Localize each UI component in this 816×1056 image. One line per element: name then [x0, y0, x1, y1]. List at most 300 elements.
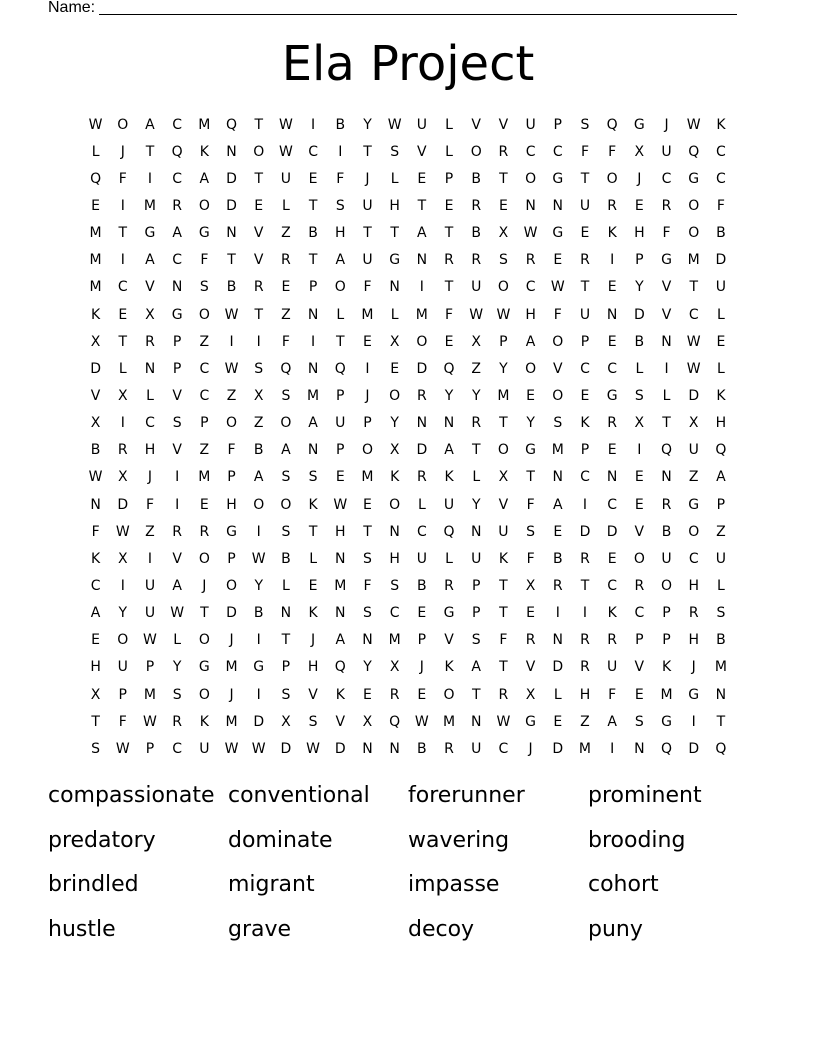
grid-letter: T [662, 415, 671, 432]
grid-letter: Y [471, 496, 481, 513]
grid-letter: Y [526, 415, 535, 432]
grid-letter: R [580, 550, 590, 567]
grid-letter: M [225, 713, 238, 730]
grid-letter: L [336, 306, 345, 323]
grid-letter: A [552, 496, 563, 513]
grid-letter: M [89, 225, 102, 242]
grid-letter: Y [444, 387, 454, 404]
grid-letter: Q [715, 442, 727, 459]
grid-letter: Q [688, 143, 700, 160]
grid-letter: R [253, 279, 264, 296]
word-bank-item: wavering [408, 827, 510, 853]
grid-letter: K [335, 686, 345, 703]
grid-letter: U [579, 197, 591, 214]
grid-letter: C [172, 116, 183, 133]
grid-letter: K [308, 605, 318, 622]
grid-letter: L [309, 550, 317, 567]
grid-letter: T [363, 523, 372, 540]
grid-letter: J [419, 659, 424, 676]
grid-letter: C [607, 577, 618, 594]
grid-letter: I [175, 469, 180, 486]
grid-letter: D [579, 523, 591, 540]
grid-letter: C [172, 740, 183, 757]
grid-letter: M [714, 659, 727, 676]
grid-letter: O [389, 496, 401, 513]
word-bank-item: impasse [408, 872, 500, 897]
grid-letter: K [716, 116, 726, 133]
grid-letter: O [525, 360, 537, 377]
grid-letter: X [281, 713, 291, 730]
grid-letter: P [227, 550, 236, 567]
grid-letter: I [555, 605, 560, 622]
grid-letter: N [634, 740, 645, 757]
grid-letter: N [280, 605, 292, 622]
grid-letter: H [634, 225, 645, 242]
grid-letter: O [117, 116, 129, 133]
grid-letter: R [389, 686, 400, 703]
grid-letter: G [144, 225, 156, 242]
name-underline[interactable] [99, 14, 737, 15]
grid-letter: N [362, 740, 373, 757]
grid-letter: O [497, 279, 509, 296]
grid-letter: E [417, 170, 427, 187]
grid-letter: D [226, 170, 237, 187]
grid-letter: X [117, 387, 128, 404]
grid-letter: M [442, 713, 456, 730]
grid-letter: Y [635, 279, 644, 296]
grid-letter: V [253, 225, 264, 242]
grid-letter: V [634, 659, 645, 676]
grid-letter: L [146, 387, 154, 404]
grid-letter: X [525, 577, 536, 594]
grid-letter: F [445, 306, 454, 323]
grid-letter: N [389, 523, 400, 540]
grid-letter: L [717, 577, 725, 594]
grid-letter: U [607, 659, 618, 676]
grid-letter: F [91, 523, 100, 540]
grid-letter: N [307, 306, 319, 323]
grid-letter: C [308, 143, 318, 160]
grid-letter: N [416, 415, 428, 432]
grid-letter: J [528, 740, 533, 757]
grid-letter: E [91, 197, 101, 214]
grid-letter: W [686, 116, 701, 133]
grid-letter: N [307, 360, 319, 377]
grid-letter: I [256, 523, 261, 540]
grid-letter: R [281, 252, 291, 269]
grid-letter: D [688, 387, 700, 404]
grid-letter: B [417, 740, 427, 757]
grid-letter: J [229, 632, 234, 649]
grid-letter: T [390, 225, 399, 242]
grid-letter: H [389, 197, 400, 214]
grid-letter: P [336, 387, 345, 404]
grid-letter: U [688, 442, 699, 459]
grid-letter: A [172, 225, 182, 242]
grid-letter: N [90, 496, 101, 513]
grid-letter: Y [172, 659, 182, 676]
grid-letter: T [308, 523, 318, 540]
grid-letter: K [444, 469, 454, 486]
grid-letter: S [172, 415, 182, 432]
word-bank-item: compassionate [48, 783, 215, 808]
grid-letter: M [89, 279, 102, 296]
grid-letter: V [552, 360, 563, 377]
grid-letter: P [172, 333, 182, 350]
word-bank-item: brindled [48, 872, 139, 897]
grid-letter: L [717, 306, 725, 323]
grid-letter: E [363, 496, 372, 513]
grid-letter: L [445, 550, 453, 567]
grid-letter: J [365, 170, 370, 187]
grid-letter: O [661, 577, 673, 594]
grid-letter: W [170, 605, 185, 622]
grid-letter: L [390, 170, 399, 187]
grid-letter: B [253, 442, 264, 459]
grid-letter: V [308, 686, 318, 703]
page-title: Ela Project [281, 36, 535, 92]
grid-letter: U [471, 550, 482, 567]
grid-letter: D [226, 605, 237, 622]
word-bank-item: grave [228, 916, 292, 942]
grid-letter: P [662, 605, 671, 622]
grid-letter: Y [390, 415, 399, 432]
grid-letter: G [688, 686, 700, 703]
grid-letter: E [526, 605, 536, 622]
grid-letter: Q [715, 740, 727, 757]
grid-letter: U [416, 116, 427, 133]
grid-letter: V [90, 387, 101, 404]
grid-letter: T [254, 116, 263, 133]
grid-letter: N [715, 686, 727, 703]
grid-letter: W [143, 632, 157, 649]
grid-letter: W [88, 116, 103, 133]
grid-letter: O [606, 170, 618, 187]
grid-letter: N [470, 523, 482, 540]
grid-letter: V [335, 713, 346, 730]
grid-letter: C [117, 279, 128, 296]
grid-letter: F [145, 496, 154, 513]
grid-letter: Z [471, 360, 482, 377]
grid-letter: C [580, 360, 590, 377]
grid-letter: C [199, 387, 210, 404]
grid-letter: I [311, 333, 316, 350]
grid-letter: G [661, 252, 672, 269]
grid-letter: H [389, 550, 400, 567]
grid-letter: V [661, 279, 672, 296]
grid-letter: W [224, 740, 239, 757]
grid-letter: H [579, 686, 591, 703]
grid-letter: N [335, 605, 346, 622]
grid-letter: X [634, 143, 645, 160]
grid-letter: C [607, 360, 618, 377]
grid-letter: X [525, 686, 536, 703]
grid-letter: A [172, 577, 182, 594]
grid-letter: J [365, 387, 370, 404]
grid-letter: O [198, 686, 210, 703]
grid-letter: I [610, 740, 615, 757]
grid-letter: U [525, 116, 536, 133]
word-bank-item: hustle [48, 916, 116, 942]
grid-letter: F [662, 225, 671, 242]
grid-letter: L [717, 360, 725, 377]
grid-letter: M [415, 306, 428, 323]
grid-letter: U [117, 659, 128, 676]
grid-letter: S [91, 740, 101, 757]
grid-letter: P [227, 469, 236, 486]
grid-letter: T [363, 143, 372, 160]
grid-letter: B [90, 442, 101, 459]
grid-letter: I [582, 605, 588, 622]
grid-letter: O [443, 686, 455, 703]
grid-letter: P [363, 415, 372, 432]
grid-letter: O [389, 387, 401, 404]
grid-letter: W [278, 143, 293, 160]
grid-letter: U [199, 740, 210, 757]
grid-letter: U [661, 143, 672, 160]
grid-letter: H [335, 225, 346, 242]
grid-letter: X [90, 415, 101, 432]
grid-letter: E [634, 197, 644, 214]
grid-letter: C [688, 550, 699, 567]
grid-letter: G [552, 225, 564, 242]
grid-letter: Q [389, 713, 401, 730]
grid-letter: O [688, 197, 700, 214]
grid-letter: G [198, 225, 210, 242]
grid-letter: E [580, 387, 590, 404]
grid-letter: P [118, 686, 127, 703]
grid-letter: J [311, 632, 316, 649]
grid-letter: X [498, 469, 509, 486]
grid-letter: F [526, 550, 535, 567]
grid-letter: S [553, 415, 563, 432]
grid-letter: K [199, 713, 209, 730]
grid-letter: O [198, 550, 210, 567]
grid-letter: M [361, 469, 374, 486]
grid-letter: R [688, 605, 699, 622]
grid-letter: S [580, 116, 590, 133]
grid-letter: E [335, 469, 345, 486]
grid-letter: O [688, 523, 700, 540]
grid-letter: X [253, 387, 264, 404]
grid-letter: C [525, 279, 536, 296]
grid-letter: W [224, 306, 239, 323]
grid-letter: A [417, 225, 427, 242]
grid-letter: H [525, 306, 536, 323]
grid-letter: M [361, 306, 374, 323]
grid-letter: N [443, 415, 455, 432]
grid-letter: X [145, 306, 155, 323]
grid-letter: B [308, 225, 318, 242]
grid-letter: W [414, 713, 429, 730]
grid-letter: T [526, 469, 535, 486]
grid-letter: C [90, 577, 101, 594]
grid-letter: E [607, 333, 617, 350]
grid-letter: D [688, 740, 700, 757]
letter-grid [82, 111, 735, 762]
grid-letter: N [171, 279, 183, 296]
grid-letter: S [471, 632, 481, 649]
grid-letter: S [363, 605, 372, 622]
grid-letter: B [226, 279, 237, 296]
grid-letter: H [90, 659, 101, 676]
grid-letter: E [553, 523, 563, 540]
grid-letter: F [608, 686, 617, 703]
grid-letter: R [117, 442, 128, 459]
grid-letter: K [716, 387, 726, 404]
grid-letter: J [664, 116, 669, 133]
grid-letter: J [229, 686, 234, 703]
grid-letter: W [306, 740, 321, 757]
grid-letter: S [526, 523, 536, 540]
grid-letter: R [471, 197, 482, 214]
grid-letter: C [416, 523, 427, 540]
grid-letter: P [635, 632, 644, 649]
grid-letter: Y [471, 387, 481, 404]
grid-letter: S [281, 523, 291, 540]
grid-letter: R [580, 659, 590, 676]
grid-letter: X [90, 686, 101, 703]
grid-letter: P [553, 116, 562, 133]
grid-letter: G [688, 170, 700, 187]
grid-letter: W [143, 713, 157, 730]
grid-letter: H [307, 659, 319, 676]
grid-letter: L [662, 387, 671, 404]
grid-letter: X [90, 333, 101, 350]
grid-letter: O [688, 225, 700, 242]
grid-letter: S [308, 469, 318, 486]
grid-letter: A [308, 415, 318, 432]
grid-letter: O [470, 143, 482, 160]
grid-letter: H [144, 442, 156, 459]
grid-letter: E [634, 469, 644, 486]
grid-letter: Q [280, 360, 292, 377]
grid-letter: P [444, 170, 454, 187]
grid-letter: R [172, 197, 183, 214]
grid-letter: B [471, 170, 482, 187]
grid-letter: U [443, 496, 455, 513]
grid-letter: C [389, 605, 400, 622]
grid-letter: E [199, 496, 209, 513]
grid-letter: N [552, 632, 564, 649]
grid-letter: R [416, 387, 427, 404]
grid-letter: C [580, 469, 590, 486]
grid-letter: U [715, 550, 727, 567]
grid-letter: X [117, 550, 128, 567]
word-bank-item: brooding [588, 827, 686, 853]
grid-letter: S [281, 387, 291, 404]
grid-letter: K [444, 659, 454, 676]
grid-letter: N [307, 442, 319, 459]
grid-letter: M [388, 632, 401, 649]
grid-letter: I [120, 197, 125, 214]
grid-letter: T [254, 306, 263, 323]
grid-letter: C [716, 170, 726, 187]
grid-letter: B [716, 225, 726, 242]
grid-letter: W [550, 279, 565, 296]
grid-letter: O [198, 197, 210, 214]
grid-letter: P [471, 605, 481, 622]
grid-letter: U [280, 170, 292, 187]
grid-letter: B [471, 225, 482, 242]
grid-letter: X [688, 415, 699, 432]
grid-letter: I [419, 279, 424, 296]
grid-letter: G [198, 659, 210, 676]
grid-letter: O [525, 170, 537, 187]
grid-letter: T [580, 279, 590, 296]
grid-letter: A [145, 116, 155, 133]
grid-letter: K [580, 415, 590, 432]
grid-letter: R [444, 577, 454, 594]
grid-letter: D [633, 306, 645, 323]
grid-letter: X [471, 333, 482, 350]
grid-letter: G [633, 116, 645, 133]
grid-letter: Q [661, 740, 673, 757]
grid-letter: E [607, 279, 617, 296]
grid-letter: R [498, 686, 509, 703]
grid-letter: X [634, 415, 645, 432]
grid-letter: O [552, 387, 564, 404]
grid-letter: E [498, 197, 508, 214]
grid-letter: P [145, 659, 155, 676]
grid-letter: G [253, 659, 265, 676]
grid-letter: V [444, 632, 454, 649]
grid-letter: W [686, 360, 701, 377]
grid-letter: S [254, 360, 264, 377]
grid-letter: S [363, 550, 372, 567]
grid-letter: N [144, 360, 156, 377]
grid-letter: W [496, 306, 511, 323]
grid-letter: S [281, 469, 291, 486]
grid-letter: D [334, 740, 346, 757]
grid-letter: A [525, 333, 536, 350]
grid-letter: U [471, 740, 482, 757]
grid-letter: T [689, 279, 698, 296]
grid-letter: Q [661, 442, 673, 459]
grid-letter: M [198, 469, 211, 486]
grid-letter: I [256, 632, 261, 649]
word-bank-item: predatory [48, 827, 156, 853]
grid-letter: N [389, 740, 400, 757]
grid-letter: O [552, 333, 564, 350]
grid-letter: D [552, 659, 564, 676]
grid-letter: C [172, 252, 183, 269]
grid-letter: L [445, 143, 453, 160]
grid-letter: Y [118, 605, 128, 622]
grid-letter: G [171, 306, 183, 323]
grid-letter: G [525, 442, 537, 459]
grid-letter: L [553, 686, 562, 703]
grid-letter: G [606, 387, 618, 404]
grid-letter: O [226, 415, 238, 432]
grid-letter: K [661, 659, 672, 676]
grid-letter: G [552, 170, 564, 187]
grid-letter: M [578, 740, 592, 757]
grid-letter: T [444, 225, 454, 242]
grid-letter: W [333, 496, 348, 513]
grid-letter: R [525, 632, 536, 649]
grid-letter: E [526, 387, 536, 404]
grid-letter: C [172, 170, 183, 187]
grid-letter: N [416, 252, 428, 269]
grid-letter: H [226, 496, 237, 513]
word-bank-item: forerunner [408, 783, 525, 808]
grid-letter: R [172, 713, 183, 730]
grid-letter: U [416, 550, 427, 567]
grid-letter: L [282, 577, 290, 594]
grid-letter: A [253, 469, 264, 486]
word-bank-item: conventional [228, 783, 370, 808]
